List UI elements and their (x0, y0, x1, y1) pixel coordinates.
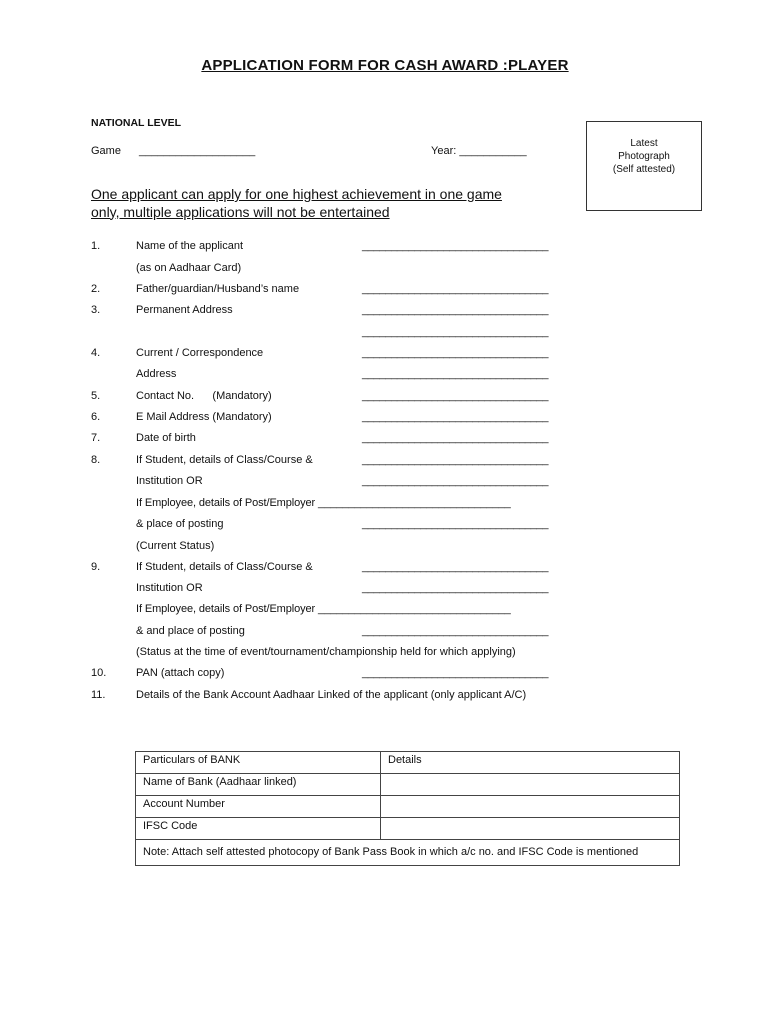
permanent-address-field-2[interactable]: ________________________________ (362, 326, 549, 338)
photo-line-1: Latest (630, 138, 658, 149)
applicant-name-sublabel: (as on Aadhaar Card) (136, 262, 242, 274)
item-number: 7. (91, 432, 101, 444)
item-number: 10. (91, 667, 107, 679)
student-details-label-2: If Student, details of Class/Course & (136, 561, 313, 573)
item-number: 4. (91, 347, 101, 359)
institution-label: Institution OR (136, 475, 203, 487)
applicant-name-label: Name of the applicant (136, 240, 244, 252)
current-address-sublabel: Address (136, 368, 177, 380)
game-field[interactable]: ___________________ (139, 145, 256, 157)
table-header-details: Details (381, 752, 680, 774)
account-number-label: Account Number (136, 796, 381, 818)
photograph-box (586, 121, 702, 211)
ifsc-code-label: IFSC Code (136, 818, 381, 840)
item-number: 2. (91, 283, 101, 295)
dob-field[interactable]: ________________________________ (362, 432, 549, 444)
bank-note: Note: Attach self attested photocopy of Bank Pass Book in which a/c no. and IFSC Code is mentioned (136, 840, 680, 866)
item-number: 5. (91, 390, 101, 402)
father-name-label: Father/guardian/Husband’s name (136, 283, 300, 295)
item-number: 9. (91, 561, 101, 573)
photo-line-2: Photograph (618, 151, 670, 162)
notice-line-1: One applicant can apply for one highest achievement in one game (91, 186, 502, 202)
item-number: 6. (91, 411, 101, 423)
item-number: 3. (91, 304, 101, 316)
permanent-address-field[interactable]: ________________________________ (362, 304, 549, 316)
contact-label: Contact No. (Mandatory) (136, 390, 272, 402)
form-title: APPLICATION FORM FOR CASH AWARD :PLAYER (201, 57, 569, 74)
posting-label-2: & and place of posting (136, 625, 245, 637)
posting-label: & place of posting (136, 518, 224, 530)
employee-details-field-2[interactable]: If Employee, details of Post/Employer ________________________________ (136, 603, 511, 615)
bank-name-cell[interactable] (381, 774, 680, 796)
item-number: 8. (91, 454, 101, 466)
event-status-label: (Status at the time of event/tournament/championship held for which applying) (136, 646, 516, 658)
account-number-cell[interactable] (381, 796, 680, 818)
table-row (136, 774, 680, 796)
notice-line-2: only, multiple applications will not be entertained (91, 203, 390, 220)
year-field[interactable]: Year: ___________ (431, 145, 527, 157)
bank-details-table (135, 751, 680, 866)
contact-field[interactable]: ________________________________ (362, 390, 549, 402)
student-details-field[interactable]: ________________________________ (362, 454, 549, 466)
email-field[interactable]: ________________________________ (362, 411, 549, 423)
student-details-field-2[interactable]: ________________________________ (362, 561, 549, 573)
current-address-field-2[interactable]: ________________________________ (362, 368, 549, 380)
current-address-label: Current / Correspondence (136, 347, 264, 359)
institution-field-2[interactable]: ________________________________ (362, 582, 549, 594)
bank-name-label: Name of Bank (Aadhaar linked) (136, 774, 381, 796)
table-row (136, 796, 680, 818)
table-row (136, 818, 680, 840)
permanent-address-label: Permanent Address (136, 304, 233, 316)
level-label: NATIONAL LEVEL (91, 117, 182, 129)
item-number: 11. (91, 689, 106, 701)
ifsc-code-cell[interactable] (381, 818, 680, 840)
applicant-name-field[interactable]: ________________________________ (362, 240, 549, 252)
institution-label-2: Institution OR (136, 582, 203, 594)
table-row (136, 840, 680, 866)
posting-field[interactable]: ________________________________ (362, 518, 549, 530)
pan-label: PAN (attach copy) (136, 667, 225, 679)
email-label: E Mail Address (Mandatory) (136, 411, 272, 423)
table-row (136, 752, 680, 774)
father-name-field[interactable]: ________________________________ (362, 283, 549, 295)
dob-label: Date of birth (136, 432, 196, 444)
photo-line-3: (Self attested) (612, 164, 676, 175)
game-label: Game (91, 145, 121, 157)
item-number: 1. (91, 240, 101, 252)
institution-field[interactable]: ________________________________ (362, 475, 549, 487)
employee-details-field[interactable]: If Employee, details of Post/Employer ________________________________ (136, 497, 511, 509)
current-status-label: (Current Status) (136, 540, 215, 552)
notice-text (91, 186, 502, 221)
bank-details-label: Details of the Bank Account Aadhaar Linked of the applicant (only applicant A/C) (136, 689, 527, 701)
student-details-label: If Student, details of Class/Course & (136, 454, 313, 466)
pan-field[interactable]: ________________________________ (362, 667, 549, 679)
table-header-particulars: Particulars of BANK (136, 752, 381, 774)
current-address-field[interactable]: ________________________________ (362, 347, 549, 359)
posting-field-2[interactable]: ________________________________ (362, 625, 549, 637)
